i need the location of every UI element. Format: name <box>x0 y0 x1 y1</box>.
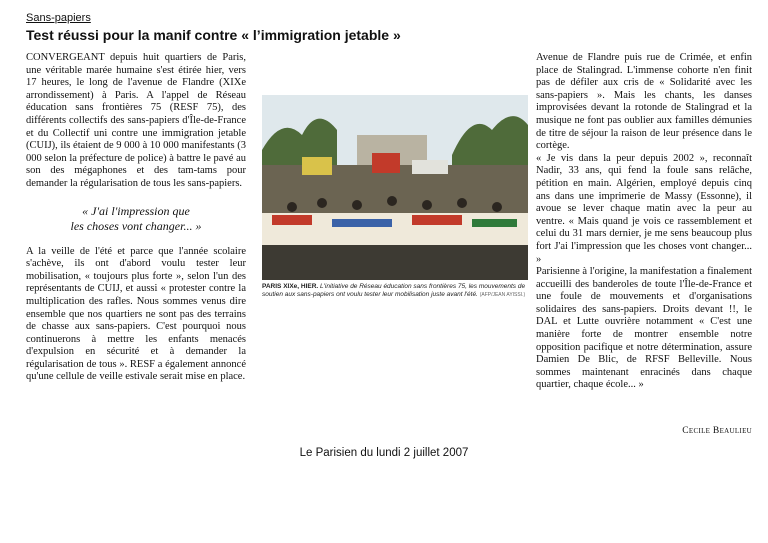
photo-credit: (AFP/JEAN AYISSI.) <box>479 291 526 298</box>
pull-quote <box>26 204 246 234</box>
caption-text: L'initiative de Réseau éducation sans frontières 75, les mouvements de soutien aux sans-papiers ont voulu tester leur mobilisation juste avant l'été. <box>262 283 526 298</box>
crowd-illustration <box>262 95 528 280</box>
right-paragraph-3: Parisienne à l'origine, la manifestation a finalement accueilli des banderoles de toute l'Île-de-France et une foule de mouvements et d'organisations solidaires des sans-papiers. Droits devant !!, le DAL et Lutte ouvrière notamment « C'est une manière forte de montrer ensemble notre opposition pacifique et notre détermination, assure Damien De Blic, de RFSF Belleville. Nous sommes maintenant enracinés dans chaque quartier, chaque école... » <box>536 266 752 391</box>
left-paragraph-2: A la veille de l'été et parce que l'année scolaire s'achève, ils ont d'abord voulu tester leur mobilisation, « toujours plus forte », selon l'un des représentants de CUIJ, et aussi « protester contre la multiplication des rafles. Nous sommes venus dire ensemble que nos quartiers ne sont pas des terrains de chasse aux sans-papiers. C'est pourquoi nous continuerons à mettre les enfants menacés d'expulsion en sécurité et à demander la régularisation de tous ». RESF a également annoncé qu'une cellule de veille estivale serait mise en place. <box>26 245 246 383</box>
pull-quote-line-1: « J'ai l'impression que <box>82 203 190 218</box>
right-column <box>536 52 752 392</box>
left-paragraph-1: CONVERGEANT depuis huit quartiers de Paris, une véritable marée humaine s'est étirée hier, vers 17 heures, le long de l'avenue de Flandre (XIXe arrondissement) à Paris. A l'appel de Réseau éducation sans frontières 75 (RESF 75), des différents collectifs des sans-papiers d'Île-de-France et du Collectif uni contre une immigration jetable (CUIJ), ils étaient de 9 000 à 10 000 manifestants (3 000 selon la préfecture de police) à battre le pavé au son des mégaphones et des tam-tams pour demander la régularisation de tous les sans-papiers. <box>26 52 246 189</box>
pull-quote-line-2: les choses vont changer... » <box>70 218 202 233</box>
section-kicker: Sans-papiers <box>26 12 91 24</box>
source-footer: Le Parisien du lundi 2 juillet 2007 <box>299 447 469 459</box>
right-paragraph-2: « Je vis dans la peur depuis 2002 », reconnaît Nadir, 33 ans, qui fend la foule sans relâche, pétition en main. Algérien, employé depuis cinq ans dans une imprimerie de Massy (Essonne), il avoue se lever chaque matin avec la peur au ventre. « Mais quand je vois ce rassemblement et celui du 31 mars dernier, je me sens beaucoup plus fort J'ai l'impression que les choses vont changer... » <box>536 152 752 265</box>
author-signature: Cecile Beaulieu <box>682 426 752 436</box>
caption-lead: PARIS XIXe, HIER. <box>262 283 319 290</box>
photo-caption <box>262 283 528 299</box>
left-column <box>26 52 246 384</box>
right-paragraph-1: Avenue de Flandre puis rue de Crimée, et enfin place de Stalingrad. L'immense cohorte n'en finit pas de défiler aux cris de « Solidarité avec les sans-papiers ». Mais les chants, les danses improvisées devant la rotonde de Stalingrad et la musique ne font pas oublier aux familles démunies de titre de séjour la raison de leur présence dans le cortège. <box>536 52 752 152</box>
article-photo-block <box>262 95 528 316</box>
article-headline: Test réussi pour la manif contre « l’immigration jetable » <box>26 27 401 43</box>
demonstration-photo <box>262 95 528 280</box>
